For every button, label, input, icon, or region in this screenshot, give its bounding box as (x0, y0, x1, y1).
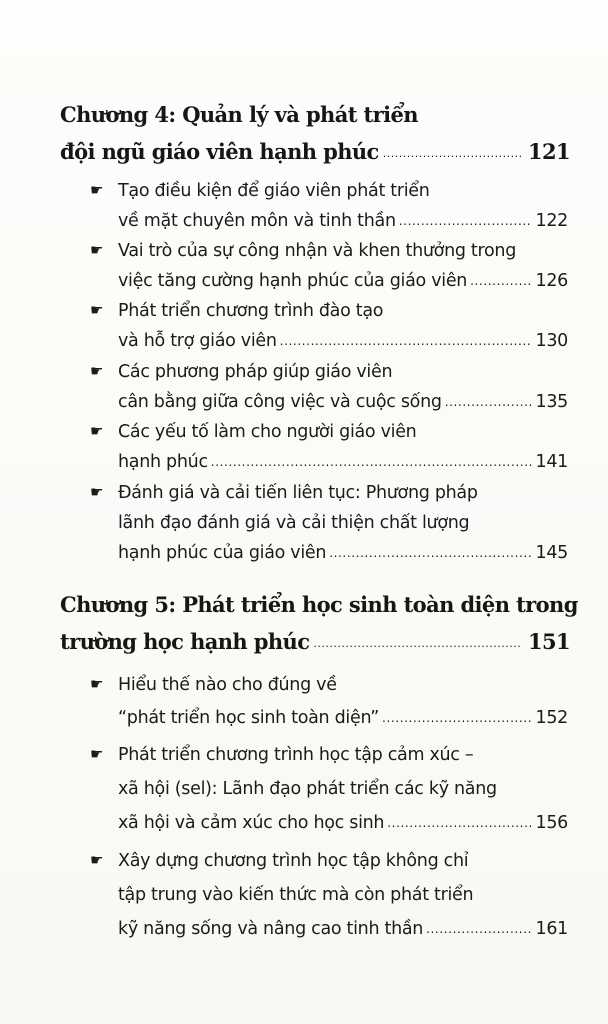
dot-leader (399, 207, 533, 235)
entry-line: Đánh giá và cải tiến liên tục: Phương pháp (118, 483, 478, 503)
chapter-page-number: 151 (527, 629, 570, 654)
entry-text: và hỗ trợ giáo viên (118, 331, 277, 351)
entry-text: về mặt chuyên môn và tinh thần (118, 211, 396, 231)
entry-text: kỹ năng sống và nâng cao tinh thần (118, 919, 424, 939)
entry-line: Các yếu tố làm cho người giáo viên (118, 422, 417, 442)
entry-last-line (118, 704, 568, 732)
entry-line: Phát triển chương trình đào tạo (118, 301, 384, 321)
entry-line: Phát triển chương trình học tập cảm xúc – (118, 745, 474, 765)
entry-line: Xây dựng chương trình học tập không chỉ (118, 851, 469, 871)
entry-page-number: 152 (535, 708, 568, 728)
entry-last-line (118, 448, 568, 476)
entry-page-number: 161 (535, 919, 568, 939)
pointing-hand-icon: ☛ (90, 422, 104, 440)
chapter-title-line2[interactable] (60, 627, 570, 657)
entry-line: Các phương pháp giúp giáo viên (118, 362, 393, 382)
chapter-title-line1: Chương 4: Quản lý và phát triển (60, 102, 418, 127)
entry-page-number: 156 (535, 813, 568, 833)
entry-page-number: 145 (535, 543, 568, 563)
dot-leader (383, 139, 522, 169)
pointing-hand-icon: ☛ (90, 675, 104, 693)
pointing-hand-icon: ☛ (90, 745, 104, 763)
chapter-title-line2[interactable] (60, 137, 570, 167)
dot-leader (280, 327, 533, 355)
dot-leader (329, 539, 532, 567)
entry-line: Tạo điều kiện để giáo viên phát triển (118, 181, 430, 201)
entry-text: xã hội và cảm xúc cho học sinh (118, 813, 385, 833)
dot-leader (470, 267, 532, 295)
entry-last-line (118, 267, 568, 295)
pointing-hand-icon: ☛ (90, 362, 104, 380)
pointing-hand-icon: ☛ (90, 483, 104, 501)
entry-page-number: 141 (535, 452, 568, 472)
entry-page-number: 130 (535, 331, 568, 351)
entry-line: lãnh đạo đánh giá và cải thiện chất lượng (118, 513, 470, 533)
entry-page-number: 135 (535, 392, 568, 412)
entry-text: việc tăng cường hạnh phúc của giáo viên (118, 271, 468, 291)
pointing-hand-icon: ☛ (90, 301, 104, 319)
pointing-hand-icon: ☛ (90, 851, 104, 869)
dot-leader (445, 388, 533, 416)
chapter-page-number: 121 (527, 139, 570, 164)
chapter-title-text: trường học hạnh phúc (60, 629, 310, 654)
entry-page-number: 122 (535, 211, 568, 231)
pointing-hand-icon: ☛ (90, 241, 104, 259)
entry-last-line (118, 539, 568, 567)
entry-text: cân bằng giữa công việc và cuộc sống (118, 392, 442, 412)
entry-line: tập trung vào kiến thức mà còn phát triển (118, 885, 474, 905)
entry-last-line (118, 809, 568, 837)
entry-text: “phát triển học sinh toàn diện” (118, 708, 380, 728)
entry-last-line (118, 207, 568, 235)
entry-last-line (118, 388, 568, 416)
entry-last-line (118, 915, 568, 943)
dot-leader (426, 915, 532, 943)
entry-line: xã hội (sel): Lãnh đạo phát triển các kỹ năng (118, 779, 497, 799)
entry-page-number: 126 (535, 271, 568, 291)
entry-last-line (118, 327, 568, 355)
entry-text: hạnh phúc (118, 452, 208, 472)
dot-leader (382, 704, 532, 732)
dot-leader (387, 809, 532, 837)
entry-line: Vai trò của sự công nhận và khen thưởng trong (118, 241, 517, 261)
chapter-title-text: đội ngũ giáo viên hạnh phúc (60, 139, 379, 164)
dot-leader (211, 448, 533, 476)
chapter-title-line1: Chương 5: Phát triển học sinh toàn diện trong (60, 592, 578, 617)
dot-leader (313, 629, 522, 659)
pointing-hand-icon: ☛ (90, 181, 104, 199)
entry-line: Hiểu thế nào cho đúng về (118, 675, 337, 695)
entry-text: hạnh phúc của giáo viên (118, 543, 327, 563)
